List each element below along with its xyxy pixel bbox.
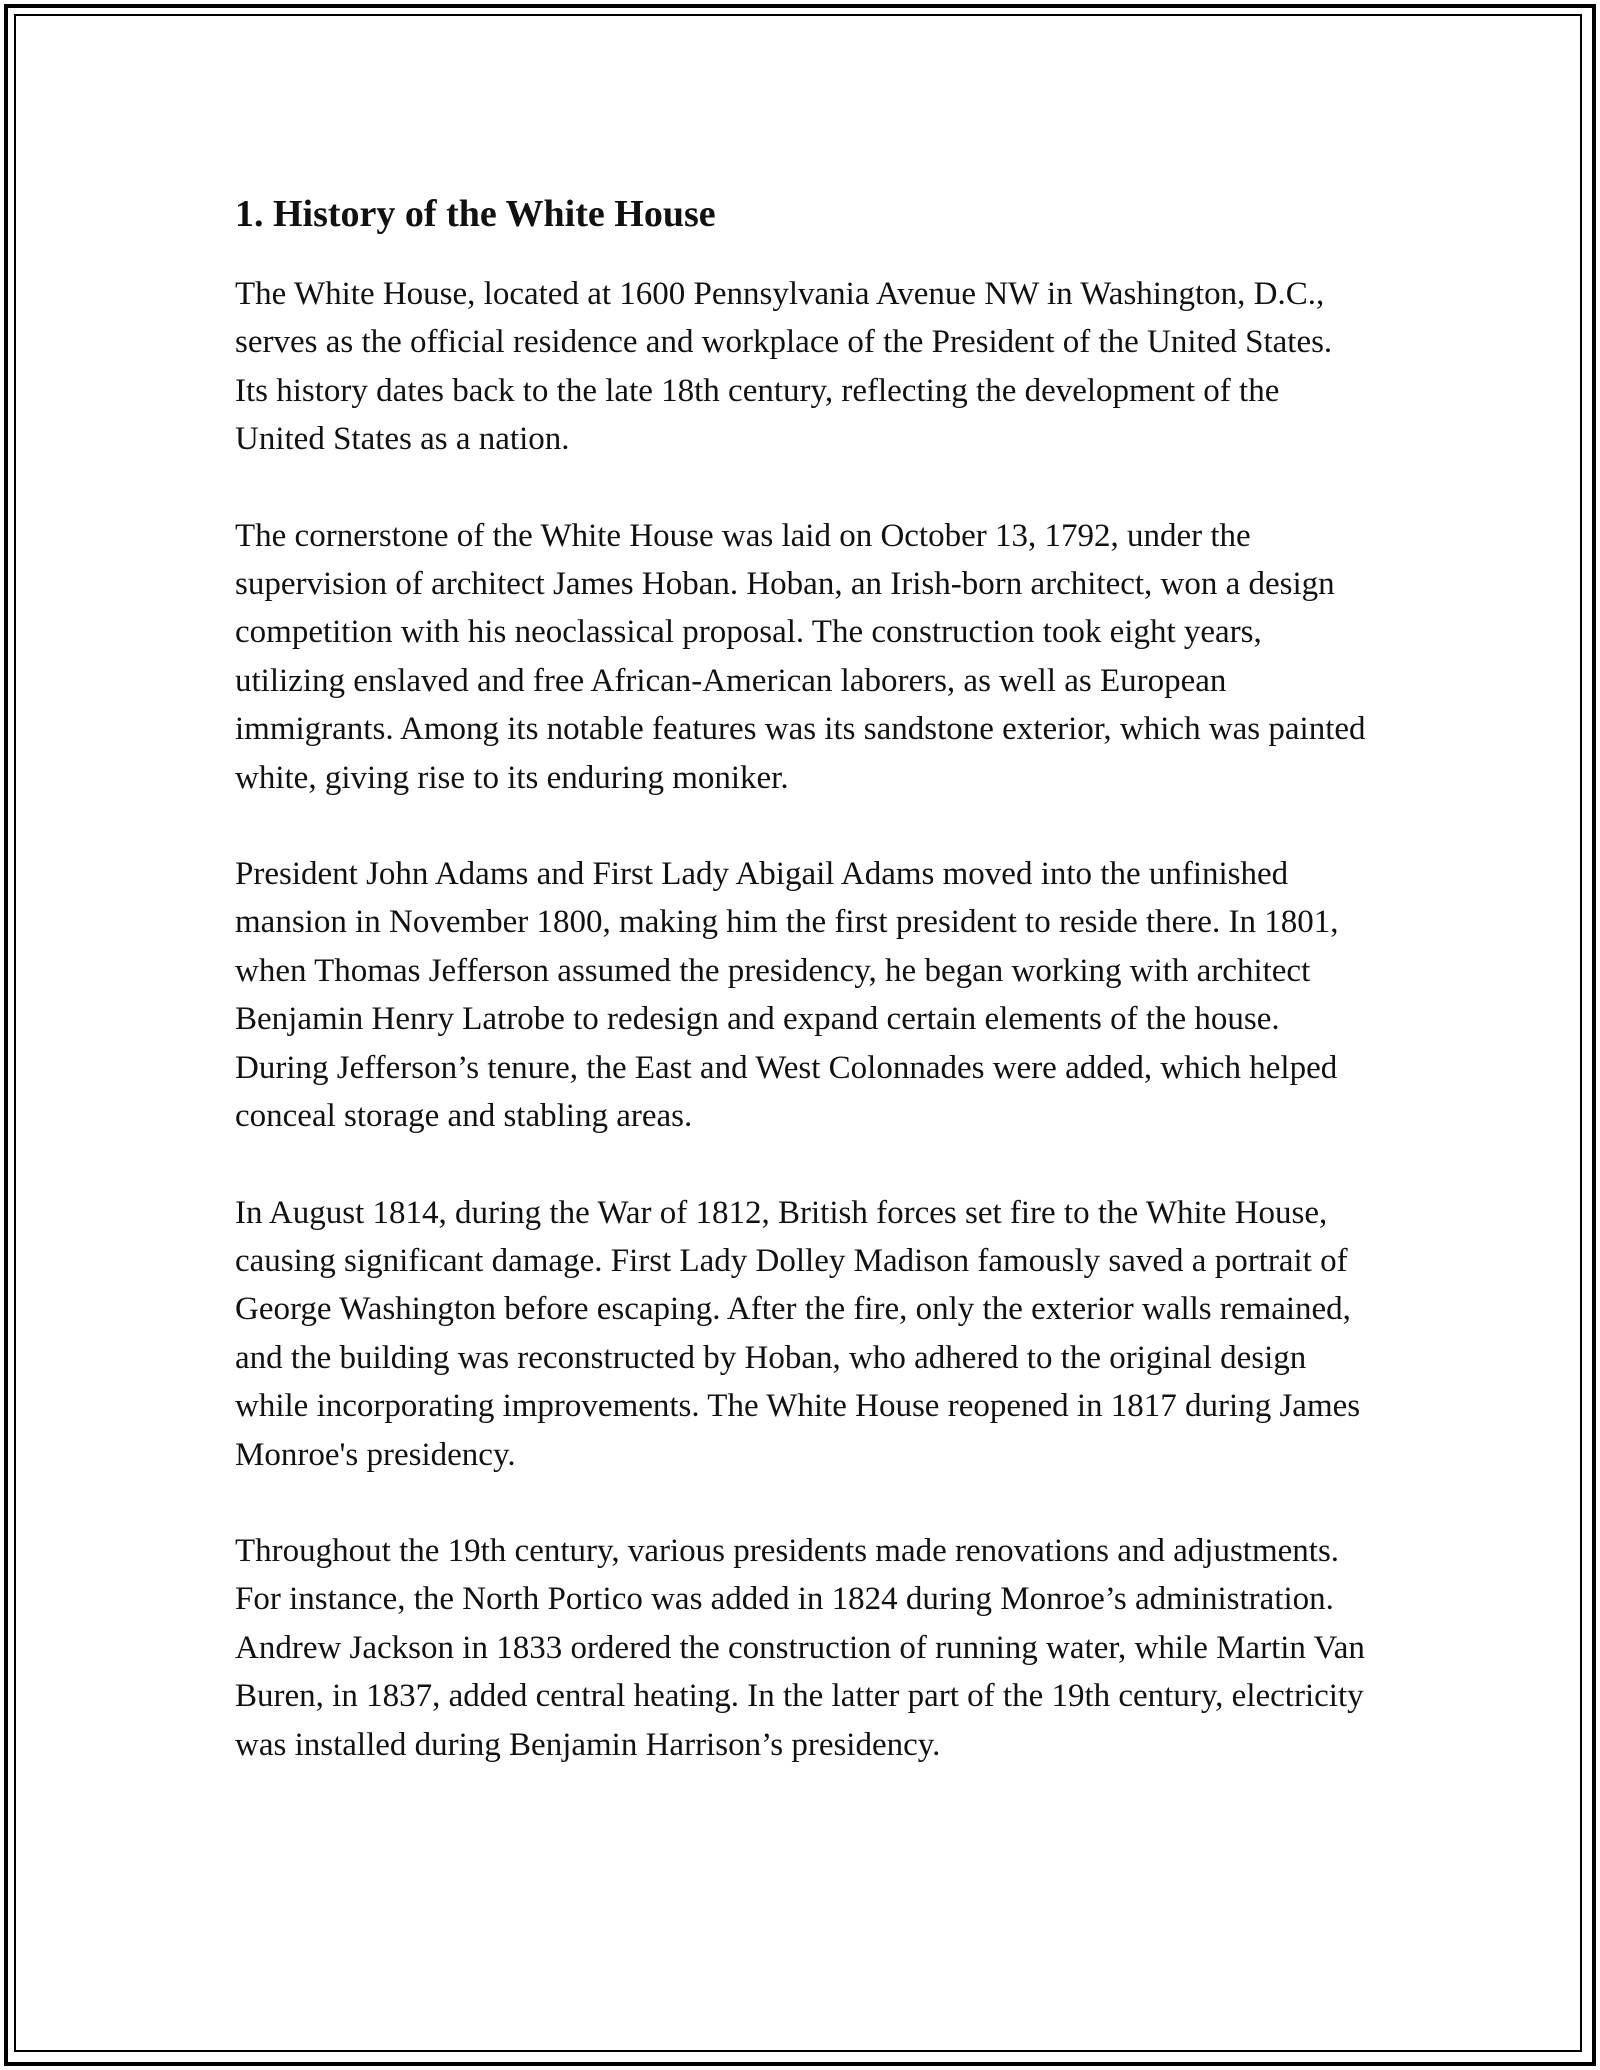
section-heading: 1. History of the White House bbox=[235, 193, 716, 235]
paragraph-introduction: The White House, located at 1600 Pennsylvania Avenue NW in Washington, D.C., serves as the official residence and workplace of the President of the United States. Its history dates back to the late 18th century, reflecting the development of the United States as a nation. bbox=[235, 276, 1333, 458]
paragraph-construction: The cornerstone of the White House was laid on October 13, 1792, under the supervision of architect James Hoban. Hoban, an Irish-born architect, won a design competition with his neoclassical proposal. The construction took eight years, utilizing enslaved and free African-American laborers, as well as European immigrants. Among its notable features was its sandstone exterior, which was painted white, giving rise to its enduring moniker. bbox=[235, 517, 1366, 796]
document-body bbox=[235, 186, 1370, 1817]
paragraph-early-residents: President John Adams and First Lady Abigail Adams moved into the unfinished mansion in November 1800, making him the first president to reside there. In 1801, when Thomas Jefferson assumed the presidency, he began working with architect Benjamin Henry Latrobe to redesign and expand certain elements of the house. During Jefferson’s tenure, the East and West Colonnades were added, which helped conceal storage and stabling areas. bbox=[235, 856, 1339, 1135]
paragraph-war-of-1812: In August 1814, during the War of 1812, British forces set fire to the White House, causing significant damage. First Lady Dolley Madison famously saved a portrait of George Washington before escaping. After the fire, only the exterior walls remained, and the building was reconstructed by Hoban, who adhered to the original design while incorporating improvements. The White House reopened in 1817 during James Monroe's presidency. bbox=[235, 1194, 1361, 1473]
paragraph-19th-century: Throughout the 19th century, various presidents made renovations and adjustments. For instance, the North Portico was added in 1824 during Monroe’s administration. Andrew Jackson in 1833 ordered the construction of running water, while Martin Van Buren, in 1837, added central heating. In the latter part of the 19th century, electricity was installed during Benjamin Harrison’s presidency. bbox=[235, 1532, 1365, 1763]
